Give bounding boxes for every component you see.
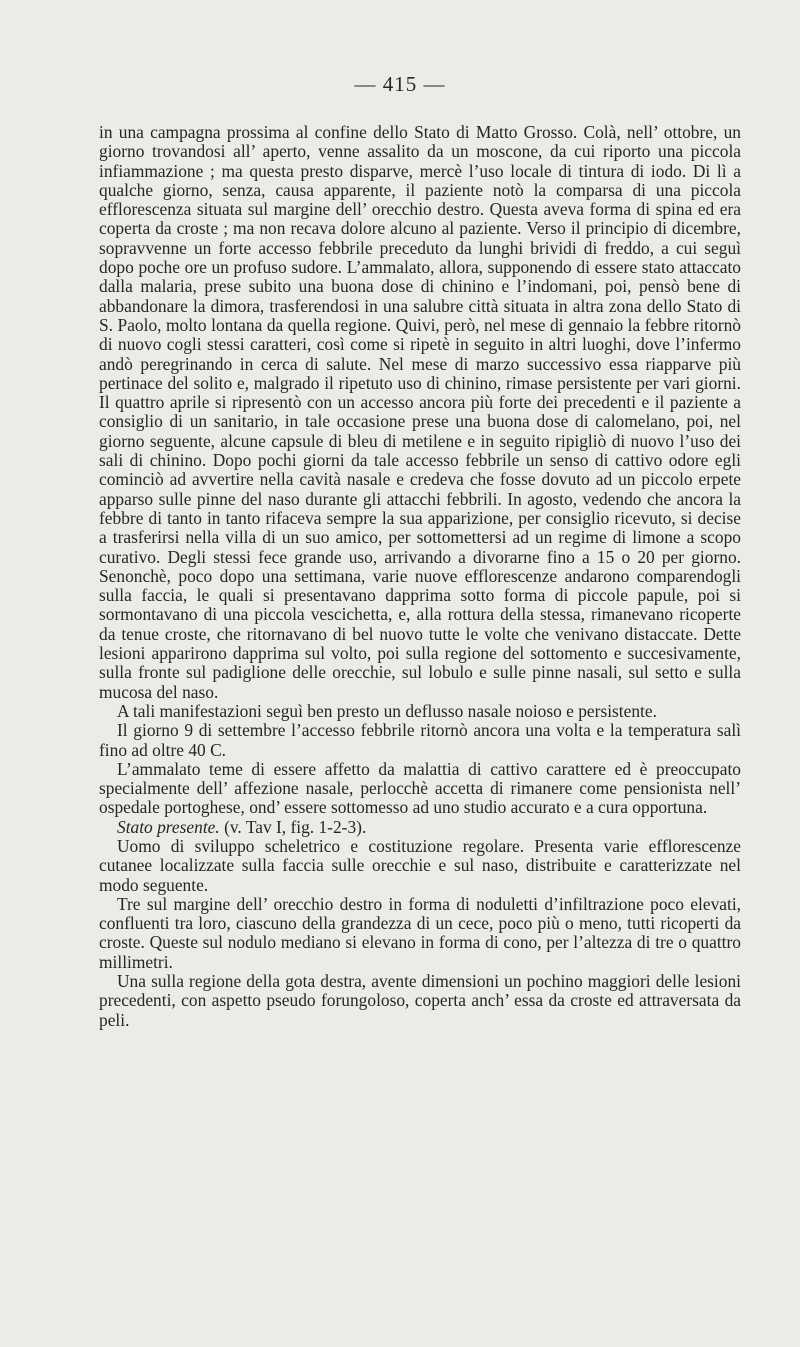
- text-column: [99, 123, 741, 1030]
- body-paragraph: Tre sul margine dell’ orecchio destro in forma di noduletti d’infiltrazione poco elevati, confluenti tra loro, ciascuno della grandezza di un cece, poco più o meno, tutti ricoperti da croste. Queste sul nodulo mediano si elevano in forma di cono, per l’altezza di tre o quattro millimetri.: [99, 893, 741, 972]
- body-paragraph: Uomo di sviluppo scheletrico e costituzione regolare. Presenta varie efflorescenze cutanee localizzate sulla faccia sulle orecchie e sul naso, distribuite e caratterizzate nel modo seguente.: [99, 835, 741, 895]
- section-heading: Stato presente.: [117, 816, 220, 837]
- figure-reference: (v. Tav I, fig. 1-2-3).: [224, 816, 367, 837]
- body-paragraph: Il giorno 9 di settembre l’accesso febbrile ritornò ancora una volta e la temperatura salì fino ad oltre 40 C.: [99, 720, 741, 760]
- body-paragraph: Una sulla regione della gota destra, avente dimensioni un pochino maggiori delle lesioni precedenti, con aspetto pseudo forungoloso, coperta anch’ essa da croste ed attraversata da peli.: [99, 971, 741, 1030]
- page-number: — 415 —: [354, 72, 446, 96]
- body-paragraph: A tali manifestazioni seguì ben presto un deflusso nasale noioso e persistente.: [117, 700, 657, 721]
- body-paragraph: L’ammalato teme di essere affetto da malattia di cattivo carattere ed è preoccupato specialmente dell’ affezione nasale, perlocchè accetta di rimanere come pensionista nell’ ospedale portoghese, ond’ essere sottomesso ad uno studio accurato e a cura opportuna.: [99, 758, 741, 818]
- section-paragraph: [99, 818, 741, 837]
- body-paragraph: in una campagna prossima al confine dello Stato di Matto Grosso. Colà, nell’ ottobre, un giorno trovandosi all’ aperto, venne assalito da un moscone, da cui riporto una piccola infiammazione ; ma questa presto disparve, mercè l’uso locale di tintura di iodo. Di lì a qualche giorno, senza, causa apparente, il paziente notò la comparsa di una piccola efflorescenza situata sul margine dell’ orecchio destro. Questa aveva forma di spina ed era coperta da croste ; ma non recava dolore alcuno al paziente. Verso il principio di dicembre, sopravvenne un forte accesso febbrile preceduto da lunghi brividi di freddo, a cui seguì dopo poche ore un profuso sudore. L’ammalato, allora, supponendo di essere stato attaccato dalla malaria, prese subito una buona dose di chinino e l’indomani, poi, pensò bene di abbandonare la dimora, trasferendosi in una salubre città situata in altra zona dello Stato di S. Paolo, molto lontana da quella regione. Quivi, però, nel mese di gennaio la febbre ritornò di nuovo cogli stessi caratteri, così come si ripetè in seguito in altri luoghi, dove l’infermo andò peregrinando in cerca di salute. Nel mese di marzo successivo essa riapparve più pertinace del solito e, malgrado il ripetuto uso di chinino, rimase persistente per vari giorni. Il quattro aprile si ripresentò con un accesso ancora più forte dei precedenti e il paziente a consiglio di un sanitario, in tale occasione prese una buona dose di calomelano, poi, nel giorno seguente, alcune capsule di bleu di metilene e in seguito ripigliò di nuovo l’uso dei sali di chinino. Dopo pochi giorni da tale accesso febbrile un senso di cattivo odore egli cominciò ad avvertire nella cavità nasale e credeva che fosse dovuto ad un piccolo erpete apparso sulle pinne del naso durante gli attacchi febbrili. In agosto, vedendo che ancora la febbre di tanto in tanto rifaceva sempre la sua apparizione, per consiglio ricevuto, si decise a trasferirsi nella villa di un suo amico, per sottomettersi ad un regime di limone a scopo curativo. Degli stessi fece grande uso, arrivando a divorarne fino a 15 o 20 per giorno. Senonchè, poco dopo una settimana, varie nuove efflorescenze andarono comparendogli sulla faccia, le quali si presentavano dapprima sotto forma di piccole papule, poi si sormontavano di una piccola vescichetta, e, alla rottura della stessa, rimanevano ricoperte da tenue croste, che ritornavano di bel nuovo tutte le volte che venivano distaccate. Dette lesioni apparirono dapprima sul volto, poi sulla regione del sottomento e succesivamente, sulla fronte sul padiglione delle orecchie, sul lobulo e sulle pinne nasali, sul setto e sulla mucosa del naso.: [99, 122, 741, 702]
